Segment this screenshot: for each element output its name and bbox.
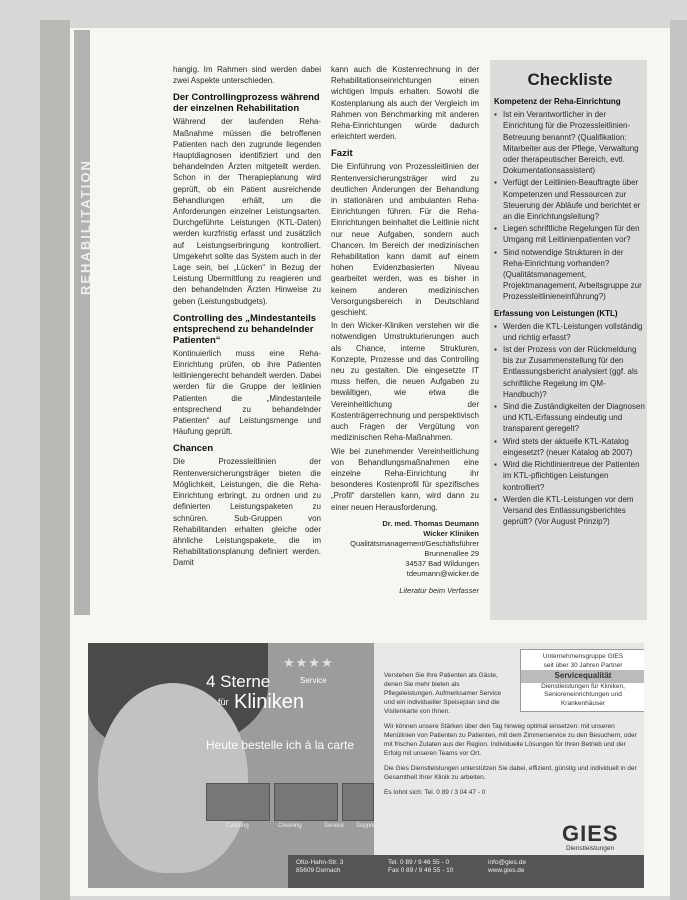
ad-category: Support <box>356 823 378 829</box>
author-block <box>331 519 479 579</box>
article-column-2 <box>331 64 479 596</box>
author-email: tdeumann@wicker.de <box>406 568 479 578</box>
ad-brand-line1: 4 Sterne <box>206 672 271 691</box>
heading-controlling-process: Der Controllingprozess während der einzelnen Rehabilitation <box>173 92 320 115</box>
author-street: Brunnenallee 29 <box>424 548 479 558</box>
ad-category: Catering <box>226 823 249 829</box>
checklist-item: ▪ Werden die KTL-Leistungen vor dem Versand des Entlassungsberichtes geprüft? (Vor August Prinzip?) <box>503 494 646 528</box>
ad-box-line: Unternehmensgruppe GIES <box>542 653 624 660</box>
heading-opportunities: Chancen <box>173 443 214 455</box>
checklist-section-title: Kompetenz der Reha-Einrichtung <box>494 97 621 107</box>
ad-slogan: Heute bestelle ich à la carte <box>206 738 355 752</box>
ad-box-highlight: Servicequalität <box>521 670 644 683</box>
checklist-item: ▪ Sind notwendige Strukturen in der Reha-Einrichtung vorhanden? (Qualitätsmanagement, Projektmanagement, Arbeitsgruppe zur Prozessleitlinieneinführung?) <box>503 247 646 303</box>
section-label: REHABILITATION <box>78 159 93 295</box>
paragraph: Die Einführung von Prozessleitlinien der Rentenversicherungsträger wird zu deutlichen Änderungen der Behandlung in stationären und ambulanten Reha-Einrichtungen führen. Für die Reha-Einrichtungen beinhaltet die Leitlinie nicht nur neue Aufgaben, sondern auch Chancen. Im Bereich der medizinischen Rehabilitation kann damit auf einem hohen Evidenzbasierten Niveau gearbeitet werden, was es bisher in keinem anderen medizinischen Versorgungsbereich in Deutschland geschieht. <box>331 162 479 318</box>
paragraph: Während der laufenden Reha-Maßnahme müssen die betroffenen Patienten nach den zugrunde liegenden Hauptdiagnosen identifiziert und den behandelnden Ärzten mitgeteilt werden. Schon in der Therapieplanung wird geprüft, ob ein Patient ausreichende Behandlungen erhält, um die Anforderungen einzelner Leistungsarten. Durchgeführte Leistungen (KTL-Daten) werden kurzfristig erfasst und zusätzlich auf Leistungserbringung kontrolliert. Umgekehrt sollte das System auch in der Lage sein, bei „Lücken“ in Bezug der Leistung Übermittlung zu reagieren und den behandelnden Ärzten Hinweise zu geben (Leistungsbudgets). <box>173 117 321 306</box>
ad-brand-line2: Kliniken <box>234 691 305 713</box>
advertisement <box>88 643 644 888</box>
paragraph: Kontinuierlich muss eine Reha-Einrichtung prüfen, ob ihre Patienten leitliniengerecht behandelt werden. Dabei werden für die Gruppe der leitlinien Patienten die „Mindestanteile entsprechend zu behandelnder Patienten“ auf Leistungsmenge und Häufung geprüft. <box>173 348 321 437</box>
section-band <box>74 30 93 615</box>
ad-info-box <box>520 649 644 712</box>
ad-text: Wir können unsere Stärken über den Tag hinweg optimal einsetzen: mit unseren Menülinien von Patienten zu Patienten, mit dem Zimmerservice zu den Besuchern, oder mit frischen Zutaten aus der Region. Individuelle Lösungen für Ihren Betrieb und der Erfolg mit unseren Teams vor Ort. <box>384 723 637 757</box>
food-image <box>342 783 374 821</box>
checklist-item: ▪ Wird die Richtlinientreue der Patienten im KTL-pflichtigen Leistungen kontrolliert? <box>503 459 646 493</box>
ad-text: Es lohnt sich: Tel. 0 89 / 3 04 47 - 0 <box>384 789 486 796</box>
paragraph: kann auch die Kostenrechnung in der Rehabilitationseinrichtungen einen wichtigen Impuls erhalten. Sowohl die Kostenplanung als auch der Vergleich im Rahmen von Benchmarking mit anderen Reha-Einrichtungen würde dadurch erleichtert werden. <box>331 65 479 142</box>
gies-logo: GIES <box>562 821 619 846</box>
gies-logo-subtitle: Dienstleistungen <box>566 845 615 852</box>
ad-text: Die Gies Dienstleistungen unterstützen Sie dabei, effizient, günstig und individuell in der Gesamtheit Ihrer Klinik zu arbeiten. <box>384 765 637 781</box>
checklist-item: ▪ Verfügt der Leitlinien-Beauftragte über Kompetenzen und Ressourcen zur Steuerung der Abläufe und berichtet er an die Einrichtungsleitung? <box>503 177 646 222</box>
ad-brand-service: Service <box>300 676 327 685</box>
ad-phone: Tel. 0 89 / 9 46 55 - 0 Fax 0 89 / 9 46 55 - 10 <box>388 859 454 874</box>
intro-text: hangig. Im Rahmen sind werden dabei zwei Aspekte unterschieden. <box>173 65 321 86</box>
heading-minimum-share: Controlling des „Mindestanteils entsprechend zu behandelnder Patienten“ <box>173 312 317 346</box>
ad-box-line: Senioreneinrichtungen und <box>544 691 622 698</box>
ad-photo <box>88 643 378 888</box>
ad-category: Service <box>324 823 345 829</box>
ad-address: Otto-Hahn-Str. 3 85609 Dornach <box>296 859 344 874</box>
paragraph: In den Wicker-Kliniken verstehen wir die notwendigen Umstrukturierungen auch als Chance, interne Strukturen, Konzepte, Prozesse und das Controlling neu zu gestalten. Die eingesetzte IT muss helfen, die neuen Aufgaben zu bewältigen, wie etwa die Vereinheitlichung der Kostenträgerrechnung und perspektivisch auch Fragen der Vergütung von medizinischen Reha-Maßnahmen. <box>331 321 479 443</box>
author-org: Wicker Kliniken <box>423 528 479 538</box>
checklist-column <box>494 64 646 533</box>
ad-box-line: Krankenhäuser <box>560 699 606 707</box>
food-image <box>206 783 270 821</box>
author-role: Qualitätsmanagement/Geschäftsführer <box>350 538 479 548</box>
ad-photo-face <box>98 683 248 873</box>
heading-conclusion: Fazit <box>331 148 353 160</box>
article-column-1 <box>173 64 321 571</box>
ad-box-line: seit über 30 Jahren Partner <box>543 661 623 669</box>
checklist-title: Checkliste <box>527 70 613 89</box>
ad-brand-for: für <box>218 697 229 707</box>
food-image <box>274 783 338 821</box>
ad-box-line: Dienstleistungen für Kliniken, <box>541 682 625 690</box>
checklist-item: ▪ Liegen schriftliche Regelungen für den Umgang mit Leitlinienpatienten vor? <box>503 223 646 245</box>
stars-icon: ★★★★ <box>283 655 334 670</box>
checklist-item: ▪ Ist ein Verantwortlicher in der Einrichtung für die Prozessleitlinien-Betreuung benannt? (Qualifikation: Mitarbeiter aus der Pflege, Verwaltung oder therapeutischer Bereich, evtl. Dokumentationsassistent) <box>503 109 646 176</box>
paragraph: Wie bei zunehmender Vereinheitlichung von Behandlungsmaßnahmen eine einzelne Reha-Einrichtung ihr besonderes Kostenprofil für spezifisches „Profil“ darstellen kann, wird dann zu einer neuen Herausforderung. <box>331 446 479 512</box>
ad-contact-bar <box>288 855 644 888</box>
checklist-item: ▪ Sind die Zuständigkeiten der Diagnosen und KTL-Erfassung eindeutig und transparent geregelt? <box>503 401 646 435</box>
checklist-item: ▪ Werden die KTL-Leistungen vollständig und richtig erfasst? <box>503 321 646 343</box>
ad-text: Verstehen Sie Ihre Patienten als Gäste, denen Sie mehr bieten als Pflegeleistungen. Aufmerksamer Service und ein individueller Speiseplan sind die Visitenkarte von Ihnen. <box>384 672 502 715</box>
checklist-list-2 <box>494 321 646 528</box>
author-city: 34537 Bad Wildungen <box>405 558 479 568</box>
checklist-section-title: Erfassung von Leistungen (KTL) <box>494 308 618 318</box>
page-shadow-left <box>40 20 70 900</box>
page-shadow-right <box>670 20 687 900</box>
literature-note: Literatur beim Verfasser <box>399 585 479 595</box>
checklist-item: ▪ Ist der Prozess von der Rückmeldung bis zur Zusammenstellung für den Entlassungsbericht analysiert (ggf. als schriftliche Regelung im QM-Handbuch)? <box>503 344 646 400</box>
checklist-list-1 <box>494 109 646 302</box>
paragraph: Die Prozessleitlinien der Rentenversicherungsträger bieten die Möglichkeit, Leistungen, die die Reha-Einrichtung erbringt, zu ordnen und zu definierten Leistungspaketen zu schnüren. Sub-Gruppen von Rehabilitanden erhalten gleiche oder ähnliche Leistungspakete, die im Rehabilitationsplanung definiert werden. Damit <box>173 457 321 568</box>
author-name: Dr. med. Thomas Deumann <box>382 518 479 528</box>
ad-web: info@gies.de www.gies.de <box>488 859 527 874</box>
checklist-item: ▪ Wird stets der aktuelle KTL-Katalog eingesetzt? (neuer Katalog ab 2007) <box>503 436 646 458</box>
ad-category: Cleaning <box>278 823 302 829</box>
